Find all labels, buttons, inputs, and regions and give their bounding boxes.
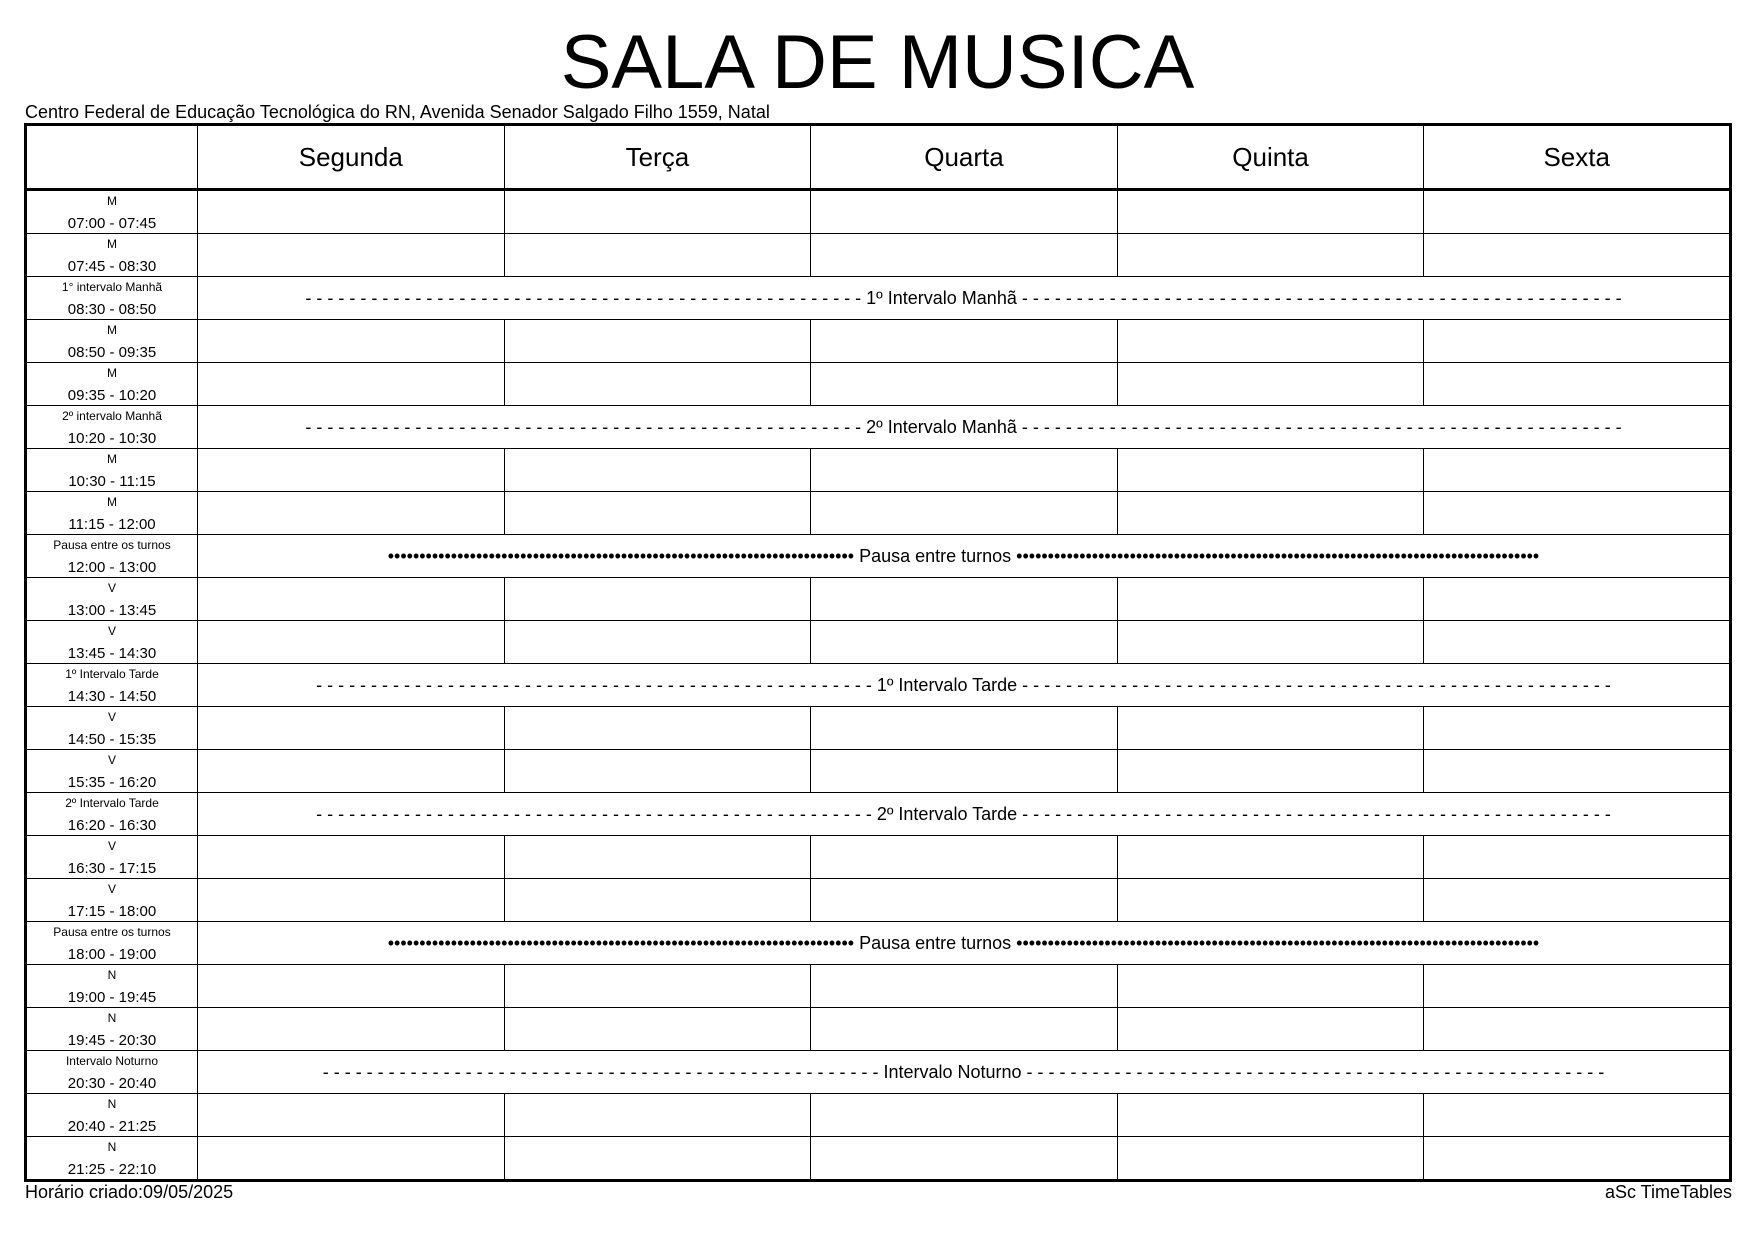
slot-cell-segunda[interactable] xyxy=(198,363,505,406)
slot-cell-sexta[interactable] xyxy=(1424,879,1731,922)
break-banner: - - - - - - - - - - - - - - - - - - - - - - - - - - - - - - - - - - - - - - - - - - - - - - - - - - - Intervalo Noturno - - - - - - - - - - - - - - - - - - - - - - - - - - - - - - - - - - - - - - - - - - - - - - - - - - - - - xyxy=(198,1051,1731,1094)
slot-cell-terca[interactable] xyxy=(504,1137,811,1181)
period-label: 1° intervalo Manhã xyxy=(61,280,163,294)
period-time: 13:45 - 14:30 xyxy=(67,645,157,662)
period-label-cell xyxy=(26,664,198,707)
period-label: M xyxy=(107,495,117,509)
period-row xyxy=(26,750,1731,793)
period-label-cell xyxy=(26,363,198,406)
slot-cell-terca[interactable] xyxy=(504,879,811,922)
slot-cell-quinta[interactable] xyxy=(1117,492,1424,535)
slot-cell-quarta[interactable] xyxy=(811,707,1118,750)
slot-cell-quinta[interactable] xyxy=(1117,836,1424,879)
break-banner: - - - - - - - - - - - - - - - - - - - - - - - - - - - - - - - - - - - - - - - - - - - - - - - - - - - 2º Intervalo Tarde - - - - - - - - - - - - - - - - - - - - - - - - - - - - - - - - - - - - - - - - - - - - - - - - - - - - - - xyxy=(198,793,1731,836)
period-row xyxy=(26,879,1731,922)
period-time: 12:00 - 13:00 xyxy=(67,559,157,576)
period-time: 08:30 - 08:50 xyxy=(67,301,157,318)
break-row xyxy=(26,664,1731,707)
slot-cell-segunda[interactable] xyxy=(198,1094,505,1137)
period-time: 07:00 - 07:45 xyxy=(67,215,157,232)
period-label-cell xyxy=(26,578,198,621)
created-date: Horário criado:09/05/2025 xyxy=(25,1182,234,1202)
period-label-cell xyxy=(26,879,198,922)
break-row xyxy=(26,1051,1731,1094)
slot-cell-quarta[interactable] xyxy=(811,1094,1118,1137)
period-label-cell xyxy=(26,320,198,363)
day-header-sexta: Sexta xyxy=(1424,125,1731,190)
period-label-cell xyxy=(26,492,198,535)
slot-cell-terca[interactable] xyxy=(504,449,811,492)
period-label: 2º intervalo Manhã xyxy=(62,409,162,423)
period-label-cell xyxy=(26,836,198,879)
slot-cell-quarta[interactable] xyxy=(811,234,1118,277)
slot-cell-quinta[interactable] xyxy=(1117,1137,1424,1181)
period-time: 08:50 - 09:35 xyxy=(67,344,157,361)
period-label: M xyxy=(107,366,117,380)
slot-cell-segunda[interactable] xyxy=(198,320,505,363)
slot-cell-quarta[interactable] xyxy=(811,879,1118,922)
slot-cell-sexta[interactable] xyxy=(1424,320,1731,363)
period-label: 2º Intervalo Tarde xyxy=(65,796,159,810)
slot-cell-terca[interactable] xyxy=(504,363,811,406)
period-label: V xyxy=(107,839,116,853)
period-row xyxy=(26,1008,1731,1051)
period-time: 20:40 - 21:25 xyxy=(67,1118,157,1135)
day-header-quarta: Quarta xyxy=(811,125,1118,190)
slot-cell-sexta[interactable] xyxy=(1424,363,1731,406)
slot-cell-quarta[interactable] xyxy=(811,492,1118,535)
period-time: 18:00 - 19:00 xyxy=(67,946,157,963)
period-label-cell xyxy=(26,793,198,836)
break-row xyxy=(26,922,1731,965)
slot-cell-quinta[interactable] xyxy=(1117,1094,1424,1137)
period-time: 13:00 - 13:45 xyxy=(67,602,157,619)
break-banner: •••••••••••••••••••••••••••••••••••••••••••••••••••••••••••••••••••••••••• Pausa entre turnos ••••••••••••••••••••••••••••••••••••••••••••••••••••••••••••••••••••••••••••••••••• xyxy=(198,535,1731,578)
slot-cell-sexta[interactable] xyxy=(1424,1008,1731,1051)
period-time: 21:25 - 22:10 xyxy=(67,1161,157,1178)
period-label: 1º Intervalo Tarde xyxy=(65,667,159,681)
period-label: V xyxy=(107,753,116,767)
slot-cell-segunda[interactable] xyxy=(198,621,505,664)
slot-cell-quarta[interactable] xyxy=(811,965,1118,1008)
slot-cell-quarta[interactable] xyxy=(811,750,1118,793)
period-label-cell xyxy=(26,535,198,578)
period-time: 19:45 - 20:30 xyxy=(67,1032,157,1049)
slot-cell-quarta[interactable] xyxy=(811,1137,1118,1181)
slot-cell-segunda[interactable] xyxy=(198,750,505,793)
period-label: M xyxy=(107,194,117,208)
slot-cell-terca[interactable] xyxy=(504,578,811,621)
period-label: M xyxy=(107,237,117,251)
period-label: V xyxy=(107,710,116,724)
day-header-terca: Terça xyxy=(504,125,811,190)
slot-cell-quarta[interactable] xyxy=(811,1008,1118,1051)
slot-cell-sexta[interactable] xyxy=(1424,621,1731,664)
period-label: N xyxy=(107,1097,117,1111)
slot-cell-terca[interactable] xyxy=(504,1008,811,1051)
period-label-cell xyxy=(26,922,198,965)
period-row xyxy=(26,449,1731,492)
period-time: 10:20 - 10:30 xyxy=(67,430,157,447)
period-label-cell xyxy=(26,449,198,492)
slot-cell-segunda[interactable] xyxy=(198,965,505,1008)
period-time: 16:30 - 17:15 xyxy=(67,860,157,877)
period-row xyxy=(26,707,1731,750)
slot-cell-quarta[interactable] xyxy=(811,449,1118,492)
slot-cell-terca[interactable] xyxy=(504,965,811,1008)
period-row xyxy=(26,190,1731,234)
period-label: V xyxy=(107,882,116,896)
slot-cell-sexta[interactable] xyxy=(1424,750,1731,793)
period-time: 10:30 - 11:15 xyxy=(68,473,156,490)
period-time: 20:30 - 20:40 xyxy=(67,1075,157,1092)
slot-cell-sexta[interactable] xyxy=(1424,1137,1731,1181)
period-label-cell xyxy=(26,1051,198,1094)
period-time: 09:35 - 10:20 xyxy=(67,387,157,404)
period-row xyxy=(26,965,1731,1008)
period-label-cell xyxy=(26,234,198,277)
day-header-quinta: Quinta xyxy=(1117,125,1424,190)
period-label-cell xyxy=(26,1094,198,1137)
break-row xyxy=(26,277,1731,320)
slot-cell-terca[interactable] xyxy=(504,1094,811,1137)
slot-cell-segunda[interactable] xyxy=(198,1137,505,1181)
period-row xyxy=(26,1094,1731,1137)
period-label-cell xyxy=(26,406,198,449)
break-banner: - - - - - - - - - - - - - - - - - - - - - - - - - - - - - - - - - - - - - - - - - - - - - - - - - - - 2º Intervalo Manhã - - - - - - - - - - - - - - - - - - - - - - - - - - - - - - - - - - - - - - - - - - - - - - - - - - - - - - - xyxy=(198,406,1731,449)
period-label: V xyxy=(107,624,116,638)
slot-cell-quinta[interactable] xyxy=(1117,578,1424,621)
period-label: N xyxy=(107,1011,117,1025)
period-label-cell xyxy=(26,1008,198,1051)
period-label: N xyxy=(107,968,117,982)
slot-cell-quarta[interactable] xyxy=(811,190,1118,234)
timetable xyxy=(24,123,1732,1182)
slot-cell-segunda[interactable] xyxy=(198,449,505,492)
slot-cell-sexta[interactable] xyxy=(1424,707,1731,750)
slot-cell-quinta[interactable] xyxy=(1117,707,1424,750)
slot-cell-sexta[interactable] xyxy=(1424,836,1731,879)
slot-cell-quinta[interactable] xyxy=(1117,621,1424,664)
period-time: 16:20 - 16:30 xyxy=(67,817,157,834)
period-time: 19:00 - 19:45 xyxy=(67,989,157,1006)
break-row xyxy=(26,793,1731,836)
slot-cell-quinta[interactable] xyxy=(1117,750,1424,793)
period-label-cell xyxy=(26,190,198,234)
period-time: 11:15 - 12:00 xyxy=(68,516,156,533)
slot-cell-sexta[interactable] xyxy=(1424,190,1731,234)
slot-cell-quinta[interactable] xyxy=(1117,190,1424,234)
slot-cell-terca[interactable] xyxy=(504,750,811,793)
period-label-cell xyxy=(26,277,198,320)
slot-cell-sexta[interactable] xyxy=(1424,1094,1731,1137)
slot-cell-quinta[interactable] xyxy=(1117,234,1424,277)
period-time: 14:30 - 14:50 xyxy=(67,688,157,705)
slot-cell-segunda[interactable] xyxy=(198,234,505,277)
slot-cell-segunda[interactable] xyxy=(198,836,505,879)
timetable-header-row xyxy=(26,125,1731,190)
slot-cell-segunda[interactable] xyxy=(198,879,505,922)
period-row xyxy=(26,621,1731,664)
period-row xyxy=(26,234,1731,277)
slot-cell-segunda[interactable] xyxy=(198,578,505,621)
period-row xyxy=(26,492,1731,535)
slot-cell-terca[interactable] xyxy=(504,320,811,363)
period-label-cell xyxy=(26,750,198,793)
slot-cell-segunda[interactable] xyxy=(198,1008,505,1051)
period-label-cell xyxy=(26,707,198,750)
slot-cell-terca[interactable] xyxy=(504,190,811,234)
slot-cell-quarta[interactable] xyxy=(811,320,1118,363)
slot-cell-sexta[interactable] xyxy=(1424,965,1731,1008)
period-label-cell xyxy=(26,621,198,664)
period-label: Intervalo Noturno xyxy=(65,1054,159,1068)
day-header-segunda: Segunda xyxy=(198,125,505,190)
period-time: 17:15 - 18:00 xyxy=(67,903,157,920)
slot-cell-quarta[interactable] xyxy=(811,363,1118,406)
slot-cell-terca[interactable] xyxy=(504,234,811,277)
break-banner: - - - - - - - - - - - - - - - - - - - - - - - - - - - - - - - - - - - - - - - - - - - - - - - - - - - 1º Intervalo Tarde - - - - - - - - - - - - - - - - - - - - - - - - - - - - - - - - - - - - - - - - - - - - - - - - - - - - - - xyxy=(198,664,1731,707)
timetable-body xyxy=(26,190,1731,1181)
slot-cell-quinta[interactable] xyxy=(1117,363,1424,406)
period-label: N xyxy=(107,1140,117,1154)
software-brand: aSc TimeTables xyxy=(1604,1182,1732,1202)
slot-cell-quinta[interactable] xyxy=(1117,965,1424,1008)
slot-cell-terca[interactable] xyxy=(504,707,811,750)
slot-cell-sexta[interactable] xyxy=(1424,492,1731,535)
break-row xyxy=(26,535,1731,578)
break-banner: •••••••••••••••••••••••••••••••••••••••••••••••••••••••••••••••••••••••••• Pausa entre turnos ••••••••••••••••••••••••••••••••••••••••••••••••••••••••••••••••••••••••••••••••••• xyxy=(198,922,1731,965)
period-row xyxy=(26,836,1731,879)
slot-cell-quarta[interactable] xyxy=(811,836,1118,879)
school-address: Centro Federal de Educação Tecnológica do RN, Avenida Senador Salgado Filho 1559, Natal xyxy=(25,102,770,122)
period-row xyxy=(26,578,1731,621)
period-label: V xyxy=(107,581,116,595)
period-label: Pausa entre os turnos xyxy=(53,925,171,939)
slot-cell-terca[interactable] xyxy=(504,836,811,879)
period-label-cell xyxy=(26,965,198,1008)
slot-cell-quarta[interactable] xyxy=(811,578,1118,621)
period-row xyxy=(26,363,1731,406)
period-row xyxy=(26,320,1731,363)
slot-cell-quinta[interactable] xyxy=(1117,320,1424,363)
slot-cell-quinta[interactable] xyxy=(1117,1008,1424,1051)
slot-cell-quinta[interactable] xyxy=(1117,449,1424,492)
slot-cell-sexta[interactable] xyxy=(1424,578,1731,621)
period-time: 07:45 - 08:30 xyxy=(67,258,157,275)
slot-cell-terca[interactable] xyxy=(504,492,811,535)
period-label: M xyxy=(107,323,117,337)
period-time: 14:50 - 15:35 xyxy=(67,731,157,748)
slot-cell-segunda[interactable] xyxy=(198,492,505,535)
period-label-cell xyxy=(26,1137,198,1181)
period-label: M xyxy=(107,452,117,466)
period-time: 15:35 - 16:20 xyxy=(67,774,157,791)
slot-cell-quinta[interactable] xyxy=(1117,879,1424,922)
break-banner: - - - - - - - - - - - - - - - - - - - - - - - - - - - - - - - - - - - - - - - - - - - - - - - - - - - 1º Intervalo Manhã - - - - - - - - - - - - - - - - - - - - - - - - - - - - - - - - - - - - - - - - - - - - - - - - - - - - - - - xyxy=(198,277,1731,320)
slot-cell-terca[interactable] xyxy=(504,621,811,664)
page-title: SALA DE MUSICA xyxy=(560,20,1195,105)
period-label: Pausa entre os turnos xyxy=(53,538,171,552)
slot-cell-sexta[interactable] xyxy=(1424,449,1731,492)
break-row xyxy=(26,406,1731,449)
corner-cell xyxy=(26,125,198,190)
slot-cell-segunda[interactable] xyxy=(198,190,505,234)
slot-cell-segunda[interactable] xyxy=(198,707,505,750)
slot-cell-quarta[interactable] xyxy=(811,621,1118,664)
period-row xyxy=(26,1137,1731,1181)
slot-cell-sexta[interactable] xyxy=(1424,234,1731,277)
